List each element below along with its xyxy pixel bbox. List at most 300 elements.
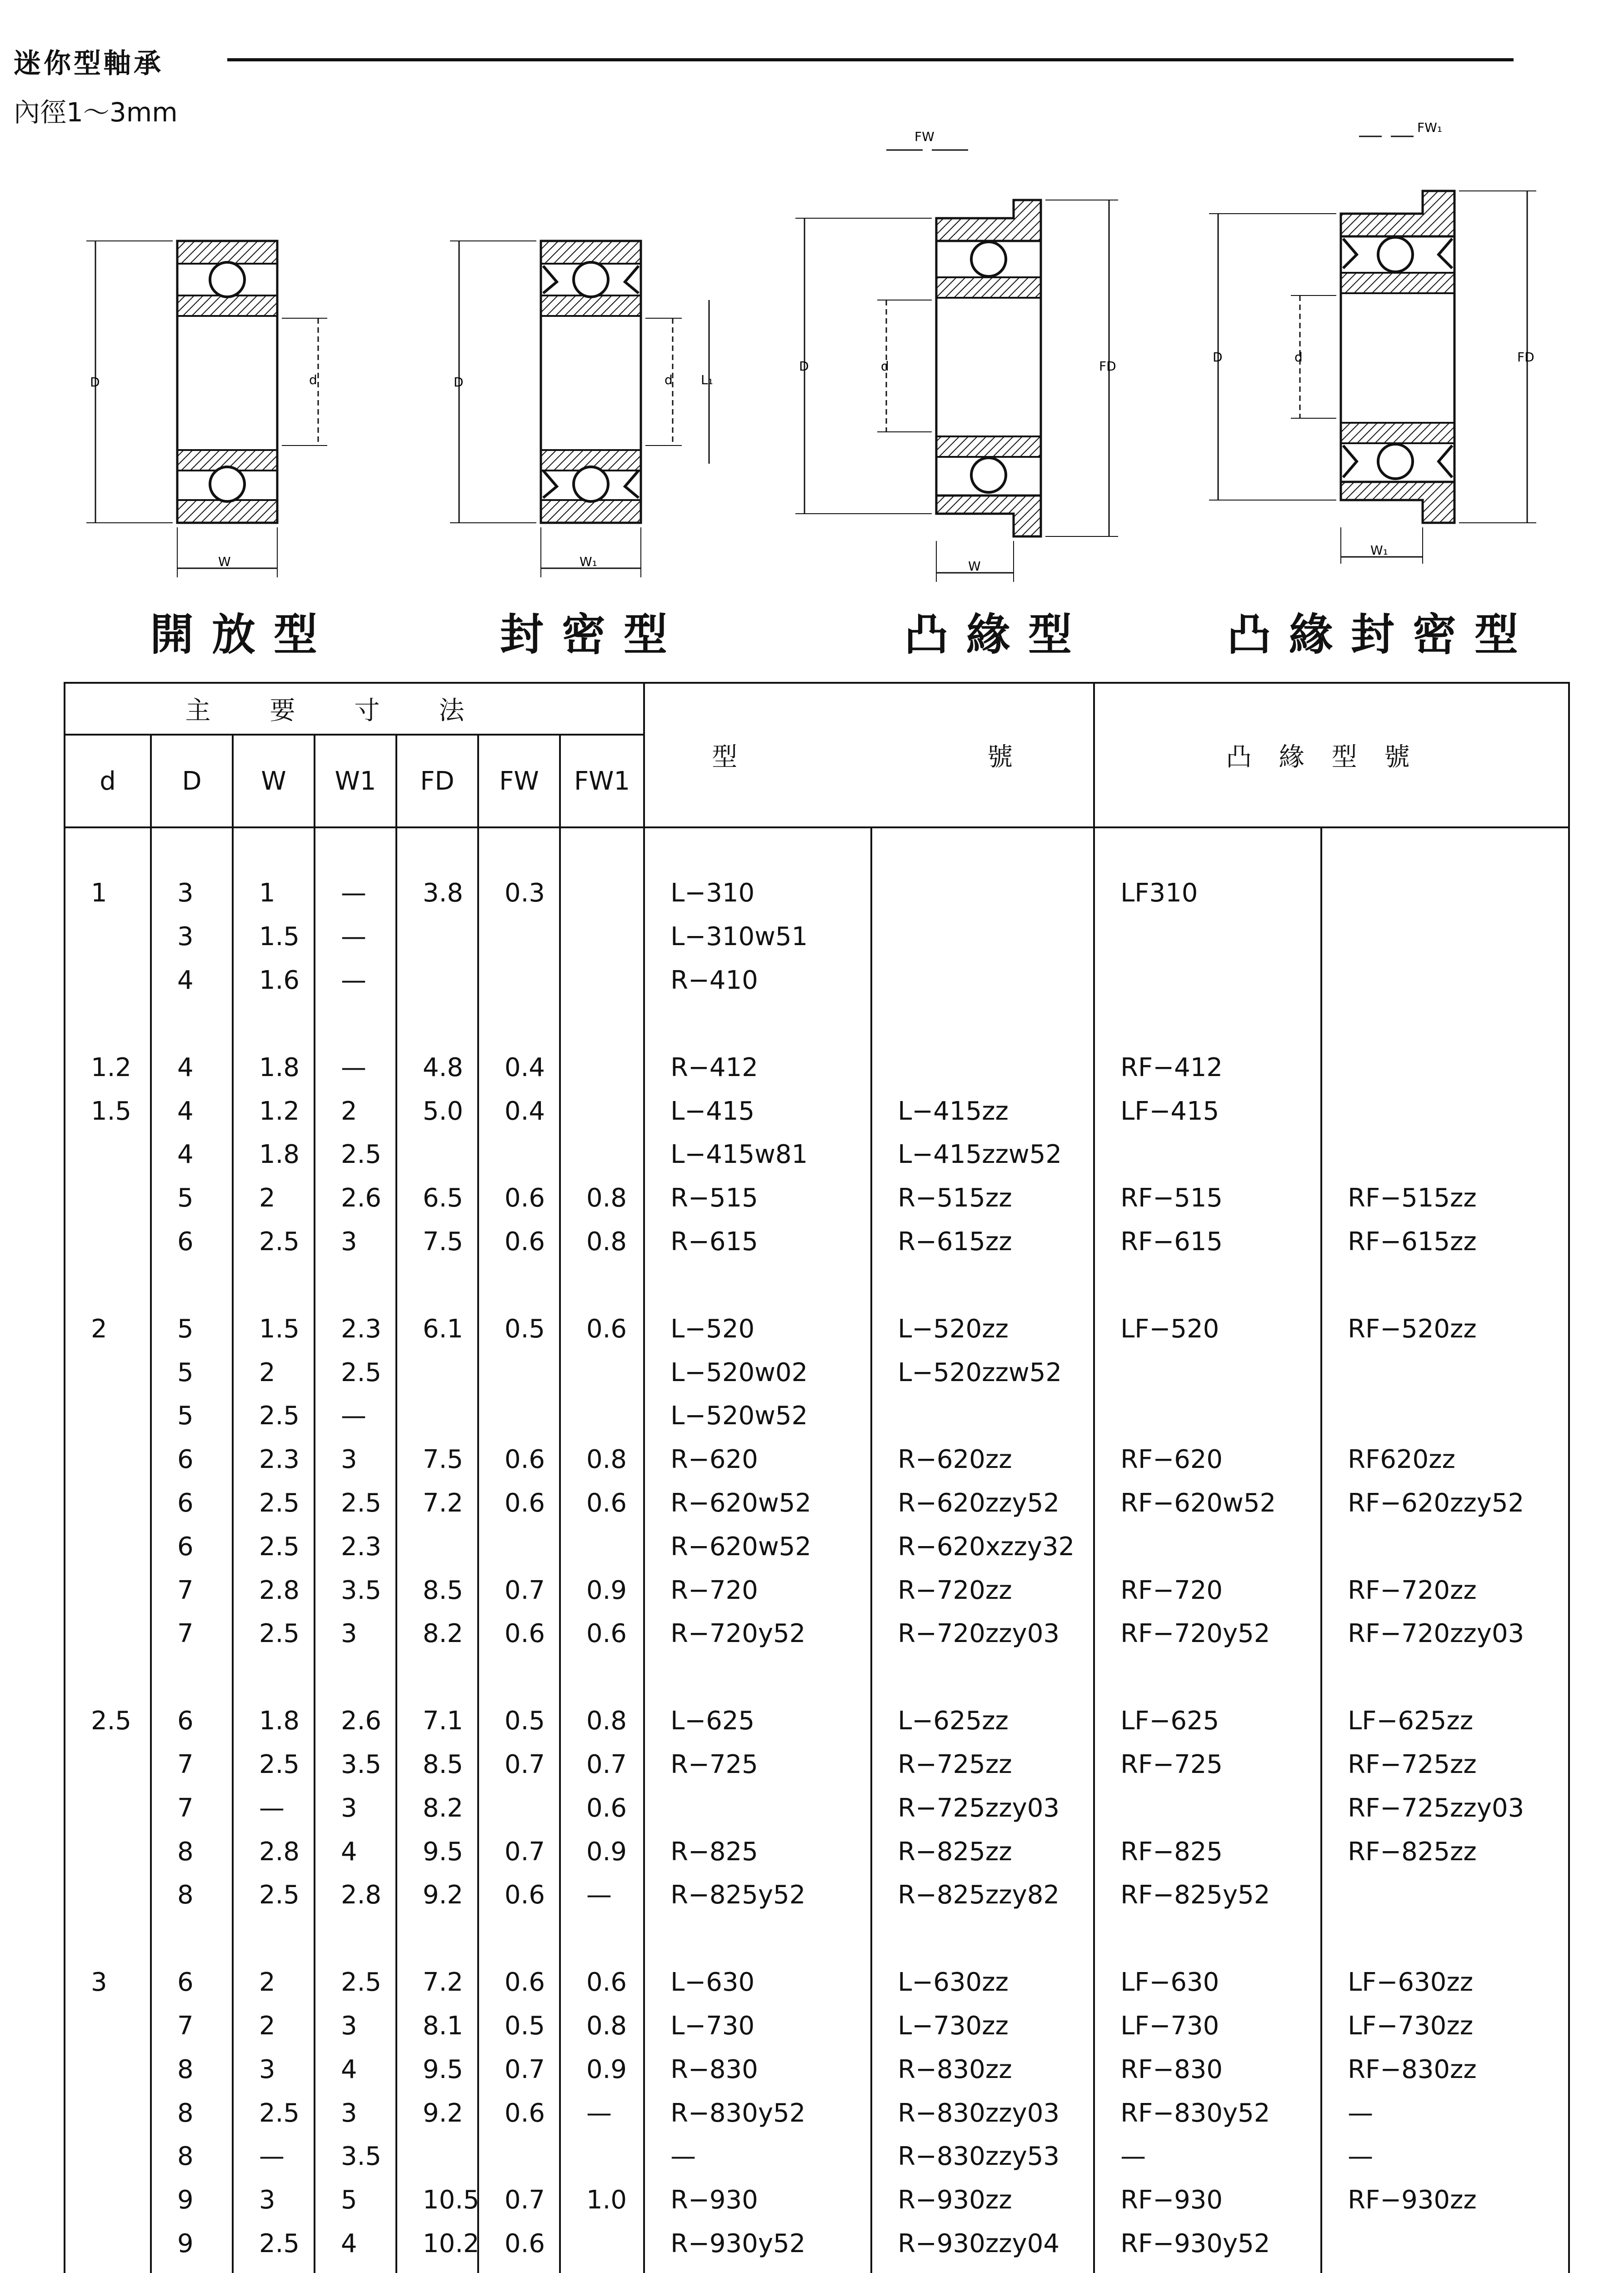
open-type-bearing-drawing <box>82 227 336 591</box>
cell-model-sealed <box>871 2265 1094 2273</box>
cell-W: 3 <box>233 2178 315 2222</box>
cell-W: 1.8 <box>233 1046 315 1089</box>
cell-d <box>65 2222 151 2266</box>
cell-W1: — <box>315 1394 396 1438</box>
cell-flange-model: RF−620 <box>1094 1438 1321 1482</box>
cell-W1: 2.6 <box>315 1699 396 1743</box>
cell-flange-model: RF−830 <box>1094 2048 1321 2091</box>
cell-d <box>65 2091 151 2135</box>
cell-FW1 <box>560 1525 644 1568</box>
cell-flange-model <box>1094 1786 1321 1830</box>
cell-flange-model: LF−730 <box>1094 2004 1321 2048</box>
cell-flange-model: RF−825y52 <box>1094 1873 1321 1917</box>
cell-flange-model <box>1094 1351 1321 1394</box>
dim-label-D: D <box>1213 350 1223 365</box>
cell-d <box>65 915 151 959</box>
cell-model-sealed: R−725zzy03 <box>871 1786 1094 1830</box>
cell-FW: 0.5 <box>478 1307 560 1351</box>
cell-d <box>65 1177 151 1220</box>
cell-model: R−825y52 <box>644 1873 871 1917</box>
table-row <box>65 1046 1569 1089</box>
cell-FD: 7.5 <box>396 1438 478 1482</box>
title-rule <box>227 58 1514 61</box>
cell-flange-model-sealed <box>1321 959 1569 1002</box>
table-row <box>65 1482 1569 1525</box>
cell-d <box>65 1220 151 1264</box>
cell-d <box>65 959 151 1002</box>
cell-D: 8 <box>151 2048 233 2091</box>
cell-flange-model-sealed: RF−520zz <box>1321 1307 1569 1351</box>
table-row <box>65 1525 1569 1568</box>
cell-W <box>233 2265 315 2273</box>
flanged-sealed-type-diagram <box>1200 114 1564 575</box>
cell-D: 7 <box>151 1612 233 1656</box>
cell-W: 2 <box>233 1177 315 1220</box>
cell-d <box>65 1482 151 1525</box>
cell-flange-model <box>1094 959 1321 1002</box>
cell-model-sealed <box>871 1394 1094 1438</box>
dim-label-FD: FD <box>1517 350 1534 365</box>
cell-FW: 0.6 <box>478 1482 560 1525</box>
cell-d: 3 <box>65 1961 151 2004</box>
page-title: 迷你型軸承 <box>14 48 164 80</box>
cell-W: 3 <box>233 2048 315 2091</box>
cell-flange-model-sealed <box>1321 915 1569 959</box>
cell-model: R−620w52 <box>644 1482 871 1525</box>
col-header-W1: W1 <box>315 735 396 827</box>
cell-model-sealed: R−720zz <box>871 1568 1094 1612</box>
table-row <box>65 1612 1569 1656</box>
table-row <box>65 1307 1569 1351</box>
cell-D: 4 <box>151 959 233 1002</box>
table-row <box>65 2222 1569 2266</box>
cell-flange-model-sealed: RF−720zz <box>1321 1568 1569 1612</box>
cell-model: R−830 <box>644 2048 871 2091</box>
cell-flange-model-sealed: RF−725zzy03 <box>1321 1786 1569 1830</box>
cell-W1: 2.3 <box>315 1525 396 1568</box>
cell-model-sealed: L−730zz <box>871 2004 1094 2048</box>
cell-flange-model <box>1094 1525 1321 1568</box>
flanged-type-bearing-drawing <box>795 123 1150 591</box>
cell-FD: 7.1 <box>396 1699 478 1743</box>
cell-FW1: 0.9 <box>560 1830 644 1873</box>
col-header-FW: FW <box>478 735 560 827</box>
cell-FD: 10.5 <box>396 2178 478 2222</box>
cell-W: 1.5 <box>233 1307 315 1351</box>
cell-model-sealed: L−625zz <box>871 1699 1094 1743</box>
cell-FW <box>478 959 560 1002</box>
cell-model: L−520w52 <box>644 1394 871 1438</box>
col-header-W: W <box>233 735 315 827</box>
cell-D: 4 <box>151 1046 233 1089</box>
cell-W: 1 <box>233 871 315 915</box>
cell-W1: 2 <box>315 1089 396 1133</box>
dim-label-D: D <box>799 359 809 374</box>
cell-D: 8 <box>151 2091 233 2135</box>
cell-W1: 3 <box>315 2091 396 2135</box>
cell-d <box>65 1743 151 1787</box>
cell-model-sealed: L−415zz <box>871 1089 1094 1133</box>
cell-flange-model-sealed <box>1321 1351 1569 1394</box>
cell-W1: 4 <box>315 2222 396 2266</box>
model-header-part-1: 型 <box>712 742 751 772</box>
cell-flange-model: RF−725 <box>1094 1743 1321 1787</box>
cell-W: 2 <box>233 1961 315 2004</box>
cell-D: 8 <box>151 1873 233 1917</box>
cell-D: 4 <box>151 1089 233 1133</box>
cell-model: R−930 <box>644 2178 871 2222</box>
cell-W1: 3.5 <box>315 2135 396 2178</box>
cell-FW1: — <box>560 1873 644 1917</box>
cell-model: R−615 <box>644 1220 871 1264</box>
cell-FD <box>396 1351 478 1394</box>
table-row <box>65 2178 1569 2222</box>
open-type-diagram <box>82 227 336 593</box>
cell-FW1: 0.8 <box>560 2004 644 2048</box>
cell-model-sealed: R−620zzy52 <box>871 1482 1094 1525</box>
cell-FD: 8.2 <box>396 1612 478 1656</box>
dim-label-W: W <box>968 559 981 574</box>
cell-FW1 <box>560 1046 644 1089</box>
cell-model: L−630 <box>644 1961 871 2004</box>
cell-flange-model: RF−930y52 <box>1094 2222 1321 2266</box>
table-row <box>65 1743 1569 1787</box>
cell-d: 1.5 <box>65 1089 151 1133</box>
flanged-sealed-type-bearing-drawing <box>1200 114 1564 573</box>
sealed-type-diagram <box>445 227 727 593</box>
cell-FD <box>396 1394 478 1438</box>
group-gap-row <box>65 1263 1569 1307</box>
cell-D: 9 <box>151 2178 233 2222</box>
cell-FW1 <box>560 2265 644 2273</box>
cell-FW: 0.6 <box>478 1177 560 1220</box>
cell-W: 1.8 <box>233 1699 315 1743</box>
col-header-FD: FD <box>396 735 478 827</box>
cell-d <box>65 2265 151 2273</box>
cell-FW: 0.6 <box>478 2222 560 2266</box>
dim-label-d: d <box>309 372 317 387</box>
cell-flange-model-sealed: RF−615zz <box>1321 1220 1569 1264</box>
cell-FW1: — <box>560 2091 644 2135</box>
cell-model: R−620 <box>644 1438 871 1482</box>
table-row <box>65 1089 1569 1133</box>
cell-FW1 <box>560 1351 644 1394</box>
cell-W: 2.5 <box>233 1482 315 1525</box>
cell-flange-model: LF310 <box>1094 871 1321 915</box>
cell-FD: 5.0 <box>396 1089 478 1133</box>
cell-W: 1.5 <box>233 915 315 959</box>
cell-FD: 6.1 <box>396 1307 478 1351</box>
cell-model: L−415w81 <box>644 1133 871 1177</box>
cell-FW1 <box>560 1133 644 1177</box>
dim-label-D: D <box>454 375 464 390</box>
cell-flange-model-sealed: — <box>1321 2091 1569 2135</box>
cell-W: 2.5 <box>233 1220 315 1264</box>
cell-W: — <box>233 2135 315 2178</box>
cell-d <box>65 1568 151 1612</box>
table-row <box>65 1438 1569 1482</box>
cell-model-sealed <box>871 1046 1094 1089</box>
cell-W: 2.5 <box>233 1743 315 1787</box>
dim-label-FW: FW <box>914 129 934 144</box>
cell-FW: 0.7 <box>478 1830 560 1873</box>
cell-flange-model: RF−615 <box>1094 1220 1321 1264</box>
cell-model-sealed: R−825zzy82 <box>871 1873 1094 1917</box>
cell-FW1: 0.9 <box>560 2048 644 2091</box>
cell-d: 2.5 <box>65 1699 151 1743</box>
dim-label-D: D <box>90 375 100 390</box>
cell-FD: 9.5 <box>396 1830 478 1873</box>
cell-model-sealed: L−630zz <box>871 1961 1094 2004</box>
cell-d <box>65 1438 151 1482</box>
cell-D: 5 <box>151 1351 233 1394</box>
cell-flange-model-sealed: LF−730zz <box>1321 2004 1569 2048</box>
cell-FW1 <box>560 959 644 1002</box>
cell-d <box>65 2178 151 2222</box>
cell-model-sealed <box>871 871 1094 915</box>
group-gap-row <box>65 1656 1569 1699</box>
flanged-type-label: 凸緣型 <box>904 609 1090 660</box>
cell-flange-model: RF−830y52 <box>1094 2091 1321 2135</box>
cell-W1: 3.5 <box>315 1743 396 1787</box>
cell-FW1: 0.6 <box>560 1482 644 1525</box>
cell-W1: — <box>315 959 396 1002</box>
cell-FW1: 0.8 <box>560 1220 644 1264</box>
cell-flange-model-sealed <box>1321 1525 1569 1568</box>
cell-FD: 8.2 <box>396 1786 478 1830</box>
cell-FD: 6.5 <box>396 1177 478 1220</box>
cell-flange-model <box>1094 1133 1321 1177</box>
cell-model: L−310w51 <box>644 915 871 959</box>
dim-label-L1: L₁ <box>701 372 713 387</box>
cell-flange-model-sealed: RF−725zz <box>1321 1743 1569 1787</box>
cell-W: 2 <box>233 2004 315 2048</box>
cell-flange-model: LF−625 <box>1094 1699 1321 1743</box>
cell-FW: 0.5 <box>478 1699 560 1743</box>
cell-model: L−310 <box>644 871 871 915</box>
cell-FW1: 0.6 <box>560 1786 644 1830</box>
cell-W1: 4 <box>315 1830 396 1873</box>
cell-W: 2.5 <box>233 1525 315 1568</box>
cell-FW: 0.6 <box>478 1612 560 1656</box>
cell-flange-model: RF−825 <box>1094 1830 1321 1873</box>
cell-W: 2.5 <box>233 1612 315 1656</box>
cell-model-sealed: L−520zzw52 <box>871 1351 1094 1394</box>
table-row <box>65 1873 1569 1917</box>
cell-model-sealed: L−520zz <box>871 1307 1094 1351</box>
table-row <box>65 1830 1569 1873</box>
cell-flange-model: RF−720 <box>1094 1568 1321 1612</box>
cell-model: R−930y52 <box>644 2222 871 2266</box>
cell-model: L−625 <box>644 1699 871 1743</box>
cell-flange-model: LF−630 <box>1094 1961 1321 2004</box>
cell-model-sealed: R−620xzzy32 <box>871 1525 1094 1568</box>
cell-flange-model-sealed: RF−830zz <box>1321 2048 1569 2091</box>
dim-label-d: d <box>1294 350 1303 365</box>
table-row <box>65 1177 1569 1220</box>
cell-FW: 0.7 <box>478 1743 560 1787</box>
open-type-label: 開放型 <box>150 609 335 660</box>
cell-flange-model-sealed <box>1321 1133 1569 1177</box>
cell-FW: 0.7 <box>478 2048 560 2091</box>
cell-d: 1 <box>65 871 151 915</box>
cell-flange-model-sealed: RF−930zz <box>1321 2178 1569 2222</box>
cell-W: 2.3 <box>233 1438 315 1482</box>
cell-FD: 7.2 <box>396 1961 478 2004</box>
page-subtitle: 內徑1〜3mm <box>14 97 178 128</box>
cell-d <box>65 1394 151 1438</box>
cell-model-sealed: R−720zzy03 <box>871 1612 1094 1656</box>
cell-FW: 0.4 <box>478 1046 560 1089</box>
dim-label-W: W <box>218 554 231 569</box>
cell-W: 2.8 <box>233 1830 315 1873</box>
table-row <box>65 871 1569 915</box>
cell-D: 6 <box>151 1220 233 1264</box>
cell-FW1 <box>560 1089 644 1133</box>
cell-D: 3 <box>151 915 233 959</box>
cell-model-sealed: R−725zz <box>871 1743 1094 1787</box>
cell-W1: 5 <box>315 2178 396 2222</box>
cell-W: 1.6 <box>233 959 315 1002</box>
dim-label-W1: W₁ <box>1370 543 1388 558</box>
group-gap-row <box>65 1002 1569 1046</box>
cell-FD <box>396 915 478 959</box>
cell-D: 8 <box>151 1830 233 1873</box>
dim-label-W1: W₁ <box>580 554 597 569</box>
cell-model: R−620w52 <box>644 1525 871 1568</box>
cell-D: 7 <box>151 1568 233 1612</box>
cell-FW1: 0.9 <box>560 1568 644 1612</box>
cell-FD: 9.2 <box>396 2091 478 2135</box>
cell-W1: 3 <box>315 1220 396 1264</box>
cell-D: 3 <box>151 871 233 915</box>
cell-flange-model: LF−415 <box>1094 1089 1321 1133</box>
cell-FD: 8.5 <box>396 1568 478 1612</box>
cell-FW <box>478 1133 560 1177</box>
bearing-spec-table <box>64 682 1570 2273</box>
cell-FW1: 0.6 <box>560 1307 644 1351</box>
cell-W: 2 <box>233 1351 315 1394</box>
dim-label-FW1: FW₁ <box>1417 120 1443 135</box>
cell-W1: 3 <box>315 1786 396 1830</box>
cell-FD <box>396 959 478 1002</box>
cell-FW: 0.7 <box>478 1568 560 1612</box>
cell-d <box>65 1786 151 1830</box>
cell-W1: 2.3 <box>315 1307 396 1351</box>
cell-d <box>65 2004 151 2048</box>
spec-table-body <box>65 827 1569 2273</box>
cell-FD: 7.2 <box>396 1482 478 1525</box>
group-gap-row <box>65 1917 1569 1961</box>
cell-d <box>65 2048 151 2091</box>
cell-FW1: 0.8 <box>560 1177 644 1220</box>
sealed-type-label: 封密型 <box>500 609 685 660</box>
cell-FD: 9.5 <box>396 2048 478 2091</box>
cell-W1: 2.8 <box>315 1873 396 1917</box>
cell-W1: 2.5 <box>315 1482 396 1525</box>
model-header-part-2: 號 <box>987 742 1027 772</box>
cell-W: 2.5 <box>233 2222 315 2266</box>
cell-flange-model-sealed: RF−720zzy03 <box>1321 1612 1569 1656</box>
cell-D: 6 <box>151 1699 233 1743</box>
cell-flange-model: RF−930 <box>1094 2178 1321 2222</box>
cell-model: — <box>644 2135 871 2178</box>
cell-W1: 2.5 <box>315 1351 396 1394</box>
cell-FW <box>478 1394 560 1438</box>
cell-FW: 0.3 <box>478 871 560 915</box>
cell-model: R−720y52 <box>644 1612 871 1656</box>
cell-d <box>65 1525 151 1568</box>
cell-W1: 2.6 <box>315 1177 396 1220</box>
cell-FD: 10.2 <box>396 2222 478 2266</box>
cell-FD: 4.8 <box>396 1046 478 1089</box>
cell-model: R−410 <box>644 959 871 1002</box>
cell-FW: 0.6 <box>478 1220 560 1264</box>
cell-D: 9 <box>151 2222 233 2266</box>
cell-model: R−515 <box>644 1177 871 1220</box>
cell-FW: 0.7 <box>478 2178 560 2222</box>
cell-FD: 9.2 <box>396 1873 478 1917</box>
cell-FD <box>396 1525 478 1568</box>
cell-flange-model: LF−520 <box>1094 1307 1321 1351</box>
cell-W1: 2.5 <box>315 1961 396 2004</box>
cell-D: 6 <box>151 1525 233 1568</box>
cell-W1: — <box>315 1046 396 1089</box>
cell-d <box>65 2135 151 2178</box>
cell-D: 7 <box>151 1786 233 1830</box>
cell-FW <box>478 1351 560 1394</box>
cell-flange-model: — <box>1094 2135 1321 2178</box>
cell-d <box>65 1351 151 1394</box>
cell-FW: 0.6 <box>478 1438 560 1482</box>
cell-model-sealed <box>871 959 1094 1002</box>
cell-FW <box>478 2135 560 2178</box>
cell-FW1: 0.8 <box>560 1438 644 1482</box>
col-header-D: D <box>151 735 233 827</box>
cell-model <box>644 2265 871 2273</box>
cell-flange-model-sealed <box>1321 2265 1569 2273</box>
cell-FW1: 0.6 <box>560 1612 644 1656</box>
cell-FW1 <box>560 915 644 959</box>
cell-flange-model-sealed <box>1321 1046 1569 1089</box>
cell-D: 6 <box>151 1482 233 1525</box>
cell-flange-model-sealed: — <box>1321 2135 1569 2178</box>
cell-FW <box>478 1786 560 1830</box>
main-dimensions-header: 主要寸法 <box>65 683 644 735</box>
table-spacer-row <box>65 827 1569 871</box>
cell-FD: 7.5 <box>396 1220 478 1264</box>
cell-D: 4 <box>151 1133 233 1177</box>
cell-D <box>151 2265 233 2273</box>
cell-FD <box>396 2265 478 2273</box>
cell-model: L−415 <box>644 1089 871 1133</box>
cell-FW: 0.4 <box>478 1089 560 1133</box>
col-header-FW1: FW1 <box>560 735 644 827</box>
cell-D: 6 <box>151 1438 233 1482</box>
cell-model: L−730 <box>644 2004 871 2048</box>
cell-D: 5 <box>151 1177 233 1220</box>
cell-d: 1.2 <box>65 1046 151 1089</box>
table-row <box>65 1133 1569 1177</box>
cell-flange-model-sealed <box>1321 1873 1569 1917</box>
table-row <box>65 2265 1569 2273</box>
cell-model <box>644 1786 871 1830</box>
cell-model-sealed: R−515zz <box>871 1177 1094 1220</box>
cell-FW1: 0.8 <box>560 1699 644 1743</box>
cell-FW <box>478 2265 560 2273</box>
cell-model: R−830y52 <box>644 2091 871 2135</box>
cell-FW <box>478 1525 560 1568</box>
